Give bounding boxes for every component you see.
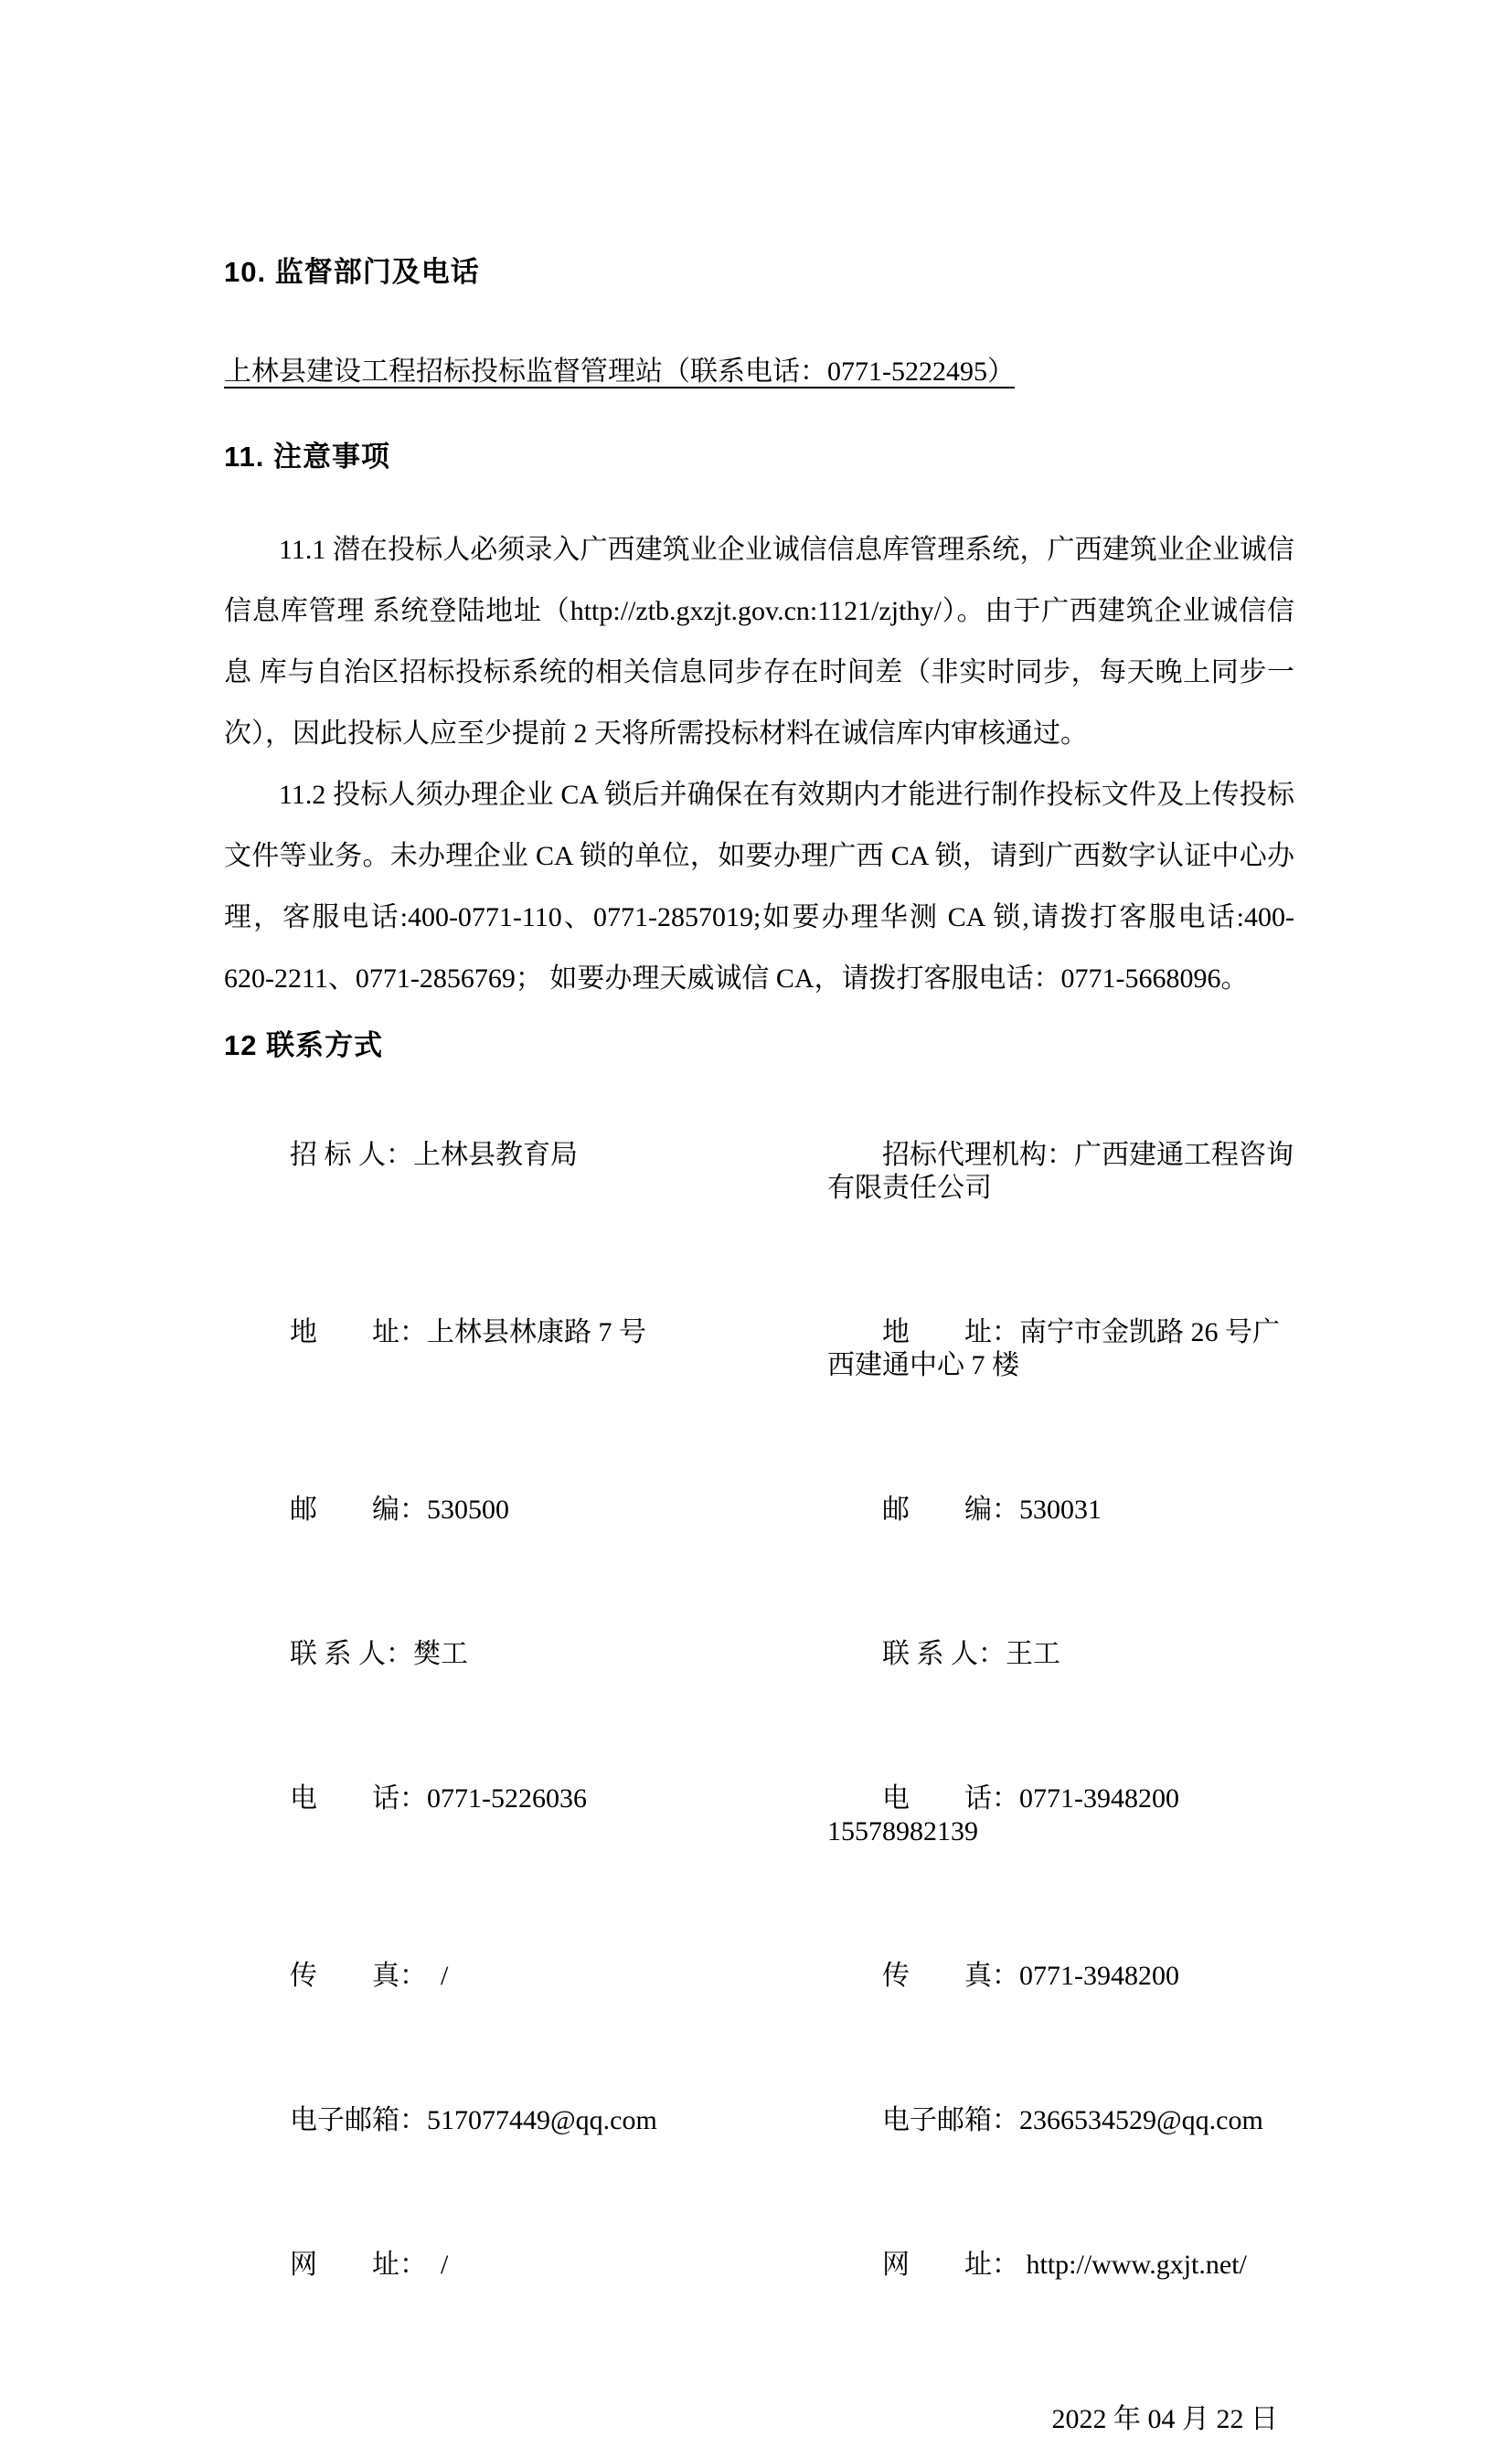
section-11-heading: 11. 注意事项 [224,441,390,473]
tenderer-fax-label: 传 真： [290,1961,427,1991]
agency-website-cell [827,2216,1294,2315]
notice-paragraph-11-2: 11.2 投标人须办理企业 CA 锁后并确保在有效期内才能进行制作投标文件及上传投标文件等业务。未办理企业 CA 锁的单位，如要办理广西 CA 锁，请到广西数字认证中心办理，客服电话:400-0771-110、0771-2857019;如要办理华测 CA 锁,请拨打客服电话:400-620-2211、0771-2856769； 如要办理天威诚信 CA，请拨打客服电话：0771-5668096。 [224,780,1294,994]
agency-name-value: 广西建通工程咨询有限责任公司 [827,1140,1294,1203]
tenderer-postcode-value: 530500 [427,1495,509,1525]
tenderer-person-value: 樊工 [413,1639,468,1669]
agency-address-cell [827,1283,1294,1415]
section-10-heading: 10. 监督部门及电话 [224,256,480,288]
tenderer-phone-cell [235,1750,827,1881]
tenderer-website-value: / [427,2250,449,2280]
tenderer-postcode-label: 邮 编： [290,1495,427,1525]
contact-row-address [235,1283,1294,1415]
agency-fax-label: 传 真： [882,1961,1019,1991]
tenderer-email-value: 517077449@qq.com [427,2105,657,2135]
agency-postcode-cell [827,1461,1294,1559]
tenderer-fax-cell [235,1927,827,2026]
contact-row-postcode [235,1461,1294,1559]
section-12-heading: 12 联系方式 [224,1029,384,1061]
agency-email-label: 电子邮箱： [882,2105,1019,2135]
agency-website-label: 网 址： [882,2250,1019,2280]
tenderer-name-label: 招 标 人： [290,1140,413,1170]
agency-postcode-label: 邮 编： [882,1495,1019,1525]
agency-fax-cell [827,1927,1294,2026]
tenderer-address-label: 地 址： [290,1317,427,1347]
supervision-department-line: 上林县建设工程招标投标监督管理站（联系电话：0771-5222495） [224,357,1015,387]
agency-phone-cell [827,1750,1294,1881]
contact-row-fax [235,1927,1294,2026]
tenderer-person-cell [235,1605,827,1704]
tenderer-name-value: 上林县教育局 [413,1140,578,1170]
agency-fax-value: 0771-3948200 [1019,1961,1179,1991]
tenderer-address-value: 上林县林康路 7 号 [427,1317,646,1347]
notice-paragraphs [224,519,1294,1009]
notice-paragraph-11-1: 11.1 潜在投标人必须录入广西建筑业企业诚信信息库管理系统，广西建筑业企业诚信信息库管理 系统登陆地址（http://ztb.gxzjt.gov.cn:1121/zjthy/）。由于广西建筑企业诚信信息 库与自治区招标投标系统的相关信息同步存在时间差（非实时同步，每天晚上同步一次），因此投标人应至少提前 2 天将所需投标材料在诚信库内审核通过。 [224,535,1294,749]
tenderer-website-label: 网 址： [290,2250,427,2280]
contact-row-website [235,2216,1294,2315]
contact-row-person [235,1605,1294,1704]
agency-person-cell [827,1605,1294,1704]
agency-email-value: 2366534529@qq.com [1019,2105,1263,2135]
contact-row-phone [235,1750,1294,1881]
tenderer-email-label: 电子邮箱： [290,2105,427,2135]
tenderer-phone-label: 电 话： [290,1783,427,1814]
agency-person-value: 王工 [1006,1639,1060,1669]
contact-table [224,1106,1294,2315]
contact-row-email [235,2071,1294,2170]
agency-address-value: 南宁市金凯路 26 号广西建通中心 7 楼 [827,1317,1280,1380]
agency-postcode-value: 530031 [1019,1495,1102,1525]
tenderer-postcode-cell [235,1461,827,1559]
contact-row-name [235,1106,1294,1238]
agency-website-value: http://www.gxjt.net/ [1019,2250,1247,2280]
agency-name-cell [827,1106,1294,1238]
agency-person-label: 联 系 人： [882,1639,1006,1669]
agency-name-label: 招标代理机构： [882,1140,1074,1170]
agency-phone-label: 电 话： [882,1783,1019,1814]
tenderer-fax-value: / [427,1961,449,1991]
agency-address-label: 地 址： [882,1317,1019,1347]
tenderer-address-cell [235,1283,827,1415]
tenderer-phone-value: 0771-5226036 [427,1783,587,1814]
tenderer-email-cell [235,2071,827,2170]
agency-phone-value: 0771-3948200 15578982139 [827,1783,1187,1846]
tenderer-person-label: 联 系 人： [290,1639,413,1669]
tenderer-website-cell [235,2216,827,2315]
agency-email-cell [827,2071,1294,2170]
document-date: 2022 年 04 月 22 日 [1051,2404,1278,2434]
tenderer-name-cell [235,1106,827,1238]
